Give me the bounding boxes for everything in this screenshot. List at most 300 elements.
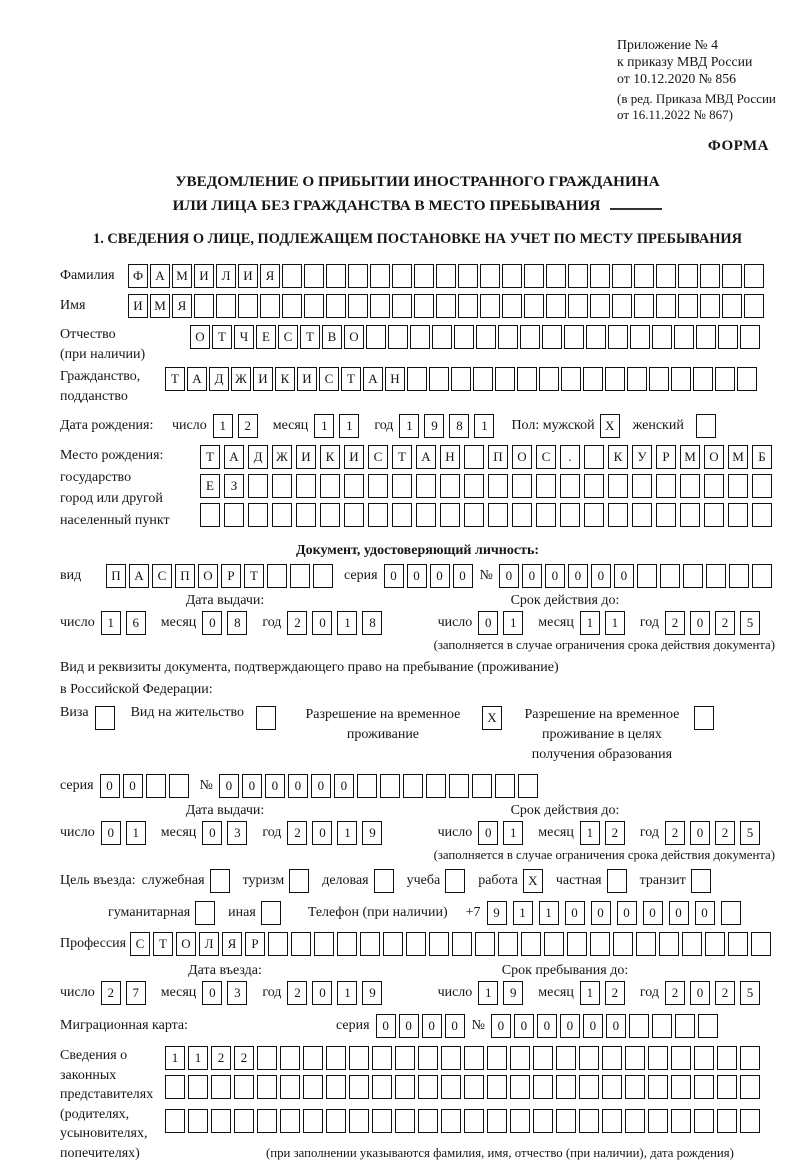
form-cell <box>418 1109 438 1133</box>
checkbox <box>195 901 215 925</box>
form-cell: 0 <box>265 774 285 798</box>
form-cell: 6 <box>126 611 146 635</box>
form-cell <box>268 932 288 956</box>
form-cell <box>648 1046 668 1070</box>
form-cell <box>211 1109 231 1133</box>
form-cell <box>752 564 772 588</box>
section1-heading: 1. СВЕДЕНИЯ О ЛИЦЕ, ПОДЛЕЖАЩЕМ ПОСТАНОВКЕ НА УЧЕТ ПО МЕСТУ ПРЕБЫВАНИЯ <box>93 231 742 247</box>
form-cell: 2 <box>234 1046 254 1070</box>
phone-label: Телефон (при наличии) <box>307 905 448 920</box>
form-cell <box>368 474 388 498</box>
form-cell: 0 <box>614 564 634 588</box>
identity-expiry-date <box>438 611 775 635</box>
form-cell <box>464 1075 484 1099</box>
form-cell <box>613 932 633 956</box>
form-cell <box>536 503 556 527</box>
form-cell <box>464 1109 484 1133</box>
form-cell: 0 <box>565 901 585 925</box>
form-cell <box>512 503 532 527</box>
form-cell <box>579 1109 599 1133</box>
form-cell <box>169 774 189 798</box>
form-cell: Я <box>260 264 280 288</box>
form-cell <box>488 503 508 527</box>
form-cell <box>383 932 403 956</box>
form-cell: 0 <box>478 821 498 845</box>
identity-issue-date <box>60 611 397 635</box>
form-cell <box>671 1109 691 1133</box>
citizenship-label: Гражданство, подданство <box>60 369 141 404</box>
form-cell <box>634 264 654 288</box>
form-cell: К <box>608 445 628 469</box>
form-cell <box>533 1075 553 1099</box>
form-cell: 9 <box>362 981 382 1005</box>
profession-cells <box>130 932 774 956</box>
form-cell <box>625 1046 645 1070</box>
form-cell: 0 <box>334 774 354 798</box>
form-cell <box>539 367 559 391</box>
migration-number-label: № <box>471 1018 485 1033</box>
doc-type-label: вид <box>60 568 82 583</box>
surname-label: Фамилия <box>60 268 115 283</box>
form-cell: Р <box>221 564 241 588</box>
purpose-option-label: гуманитарная <box>108 905 191 920</box>
form-cell: 1 <box>337 611 357 635</box>
date-month-label: месяц <box>538 985 574 1000</box>
form-cell: 0 <box>384 564 404 588</box>
form-cell <box>510 1075 530 1099</box>
form-cell: К <box>275 367 295 391</box>
form-cell <box>165 1109 185 1133</box>
form-cell <box>560 503 580 527</box>
form-cell: Л <box>216 264 236 288</box>
form-cell <box>498 932 518 956</box>
form-cell: 0 <box>288 774 308 798</box>
form-cell <box>740 1109 760 1133</box>
form-cell <box>303 1046 323 1070</box>
form-cell <box>671 1046 691 1070</box>
date-day-label: число <box>437 985 473 1000</box>
checkbox <box>607 869 627 893</box>
form-cell: А <box>150 264 170 288</box>
form-cell <box>303 1109 323 1133</box>
form-cell: 0 <box>545 564 565 588</box>
form-cell <box>502 294 522 318</box>
form-cell: Я <box>222 932 242 956</box>
form-cell: 1 <box>339 414 359 438</box>
purpose-option <box>142 869 230 893</box>
form-cell: 1 <box>337 821 357 845</box>
form-cell: 0 <box>568 564 588 588</box>
form-cell: И <box>128 294 148 318</box>
form-cell <box>678 294 698 318</box>
sex-female-label: женский <box>632 418 684 433</box>
form-cell <box>612 294 632 318</box>
form-cell <box>648 1109 668 1133</box>
date-year-cells <box>665 821 765 845</box>
checkbox <box>210 869 230 893</box>
profession-label: Профессия <box>60 936 127 951</box>
form-cell <box>248 474 268 498</box>
form-cell: 1 <box>213 414 233 438</box>
purpose-option-label: служебная <box>141 873 205 888</box>
birth-place-row1 <box>200 445 776 469</box>
residence-expiry-date <box>438 821 775 845</box>
form-cell: И <box>238 264 258 288</box>
form-cell <box>718 325 738 349</box>
form-cell: 0 <box>312 821 332 845</box>
form-cell: 2 <box>211 1046 231 1070</box>
form-cell: 1 <box>165 1046 185 1070</box>
date-day-label: число <box>437 825 473 840</box>
form-cell <box>656 264 676 288</box>
form-cell <box>366 325 386 349</box>
annex-reference <box>617 36 775 123</box>
representatives-cells <box>165 1046 785 1161</box>
form-cell <box>348 294 368 318</box>
representatives-row2 <box>165 1075 763 1099</box>
form-cell <box>659 932 679 956</box>
birth-date-label: Дата рождения: <box>60 418 154 433</box>
purpose-row1 <box>60 868 775 894</box>
expiry-date-heading: Срок действия до: <box>510 593 620 608</box>
form-cell: 0 <box>491 1014 511 1038</box>
form-cell: О <box>512 445 532 469</box>
form-cell <box>216 294 236 318</box>
form-cell <box>706 564 726 588</box>
form-cell: 5 <box>740 821 760 845</box>
form-cell <box>326 1075 346 1099</box>
form-cell: Б <box>752 445 772 469</box>
form-cell: 2 <box>287 981 307 1005</box>
sex-female-checkbox <box>696 414 716 438</box>
purpose-option-label: работа <box>478 873 518 888</box>
form-cell <box>561 367 581 391</box>
form-cell <box>656 294 676 318</box>
form-cell: 1 <box>314 414 334 438</box>
form-cell <box>637 564 657 588</box>
form-cell: О <box>704 445 724 469</box>
form-cell <box>556 1046 576 1070</box>
form-cell <box>705 932 725 956</box>
form-cell <box>546 264 566 288</box>
form-cell <box>473 367 493 391</box>
form-cell <box>546 294 566 318</box>
form-cell <box>280 1109 300 1133</box>
migration-series-cells <box>376 1014 468 1038</box>
representatives-row1 <box>165 1046 763 1070</box>
form-cell <box>693 367 713 391</box>
date-year-cells <box>287 611 387 635</box>
form-cell <box>464 474 484 498</box>
representatives-labels: Сведения о законных представителях (родителях, усыновителях, попечителях) <box>60 1048 154 1161</box>
form-cell <box>146 774 166 798</box>
given-name-label: Имя <box>60 298 86 313</box>
form-cell <box>586 325 606 349</box>
form-cell <box>715 367 735 391</box>
form-cell <box>674 325 694 349</box>
residence-doc-series-row <box>60 773 775 799</box>
form-cell <box>751 932 771 956</box>
form-cell <box>680 474 700 498</box>
form-cell: И <box>194 264 214 288</box>
doc-series-label: серия <box>344 568 378 583</box>
form-cell <box>406 932 426 956</box>
residence-permit-label: Вид на жительство <box>130 705 244 720</box>
form-cell: 0 <box>101 821 121 845</box>
form-cell <box>349 1109 369 1133</box>
form-cell: Т <box>341 367 361 391</box>
form-cell: И <box>253 367 273 391</box>
form-cell <box>344 474 364 498</box>
form-cell <box>636 932 656 956</box>
form-cell <box>488 474 508 498</box>
form-cell <box>267 564 287 588</box>
form-cell: 5 <box>740 611 760 635</box>
birth-date-group <box>172 414 509 438</box>
form-cell: 9 <box>424 414 444 438</box>
form-cell <box>648 1075 668 1099</box>
form-label: ФОРМА <box>707 138 769 154</box>
form-cell: 0 <box>312 611 332 635</box>
form-cell <box>344 503 364 527</box>
form-cell <box>452 932 472 956</box>
form-cell <box>560 474 580 498</box>
date-day-label: число <box>172 418 207 433</box>
form-cell: 0 <box>242 774 262 798</box>
form-cell: Т <box>300 325 320 349</box>
sex-male-label: Пол: мужской <box>511 418 595 433</box>
form-cell <box>717 1109 737 1133</box>
date-month-cells <box>580 611 630 635</box>
form-cell <box>694 1109 714 1133</box>
form-cell <box>729 564 749 588</box>
checkbox <box>691 869 711 893</box>
date-year-cells <box>399 414 499 438</box>
form-cell <box>630 325 650 349</box>
form-cell <box>584 445 604 469</box>
form-cell <box>602 1075 622 1099</box>
form-cell <box>296 503 316 527</box>
stay-until-heading: Срок пребывания до: <box>501 963 629 978</box>
temp-residence-edu-label: Разрешение на временное проживание в целях получения образования <box>524 707 680 762</box>
citizenship-cells <box>165 367 759 391</box>
form-cell: 2 <box>605 821 625 845</box>
patronymic-row <box>60 325 775 365</box>
temp-residence-checkbox: X <box>482 706 502 730</box>
form-cell: 1 <box>605 611 625 635</box>
form-cell: Д <box>248 445 268 469</box>
form-cell <box>260 294 280 318</box>
form-title-line2: ИЛИ ЛИЦА БЕЗ ГРАЖДАНСТВА В МЕСТО ПРЕБЫВАНИЯ <box>60 194 775 218</box>
form-cell <box>652 325 672 349</box>
date-month-label: месяц <box>160 825 197 840</box>
form-cell <box>533 1046 553 1070</box>
form-cell <box>407 367 427 391</box>
issue-date-heading: Дата выдачи: <box>185 593 265 608</box>
form-cell <box>403 774 423 798</box>
residence-series-label: серия <box>60 778 94 793</box>
purpose-option <box>243 869 310 893</box>
form-cell <box>234 1075 254 1099</box>
form-cell <box>320 503 340 527</box>
form-cell <box>683 564 703 588</box>
form-cell: 2 <box>715 821 735 845</box>
date-month-label: месяц <box>538 615 574 630</box>
form-cell: Я <box>172 294 192 318</box>
form-cell <box>487 1109 507 1133</box>
form-cell: М <box>150 294 170 318</box>
representatives-note: (при заполнении указываются фамилия, имя, отчество (при наличии), дата рождения) <box>266 1146 734 1160</box>
form-cell <box>472 774 492 798</box>
form-cell: П <box>175 564 195 588</box>
form-cell: М <box>172 264 192 288</box>
form-cell <box>678 264 698 288</box>
date-day-cells <box>478 981 528 1005</box>
form-cell <box>436 264 456 288</box>
form-cell <box>656 503 676 527</box>
form-cell: 2 <box>287 821 307 845</box>
form-cell: 0 <box>606 1014 626 1038</box>
form-cell <box>441 1046 461 1070</box>
form-cell <box>429 367 449 391</box>
form-cell <box>392 264 412 288</box>
form-cell <box>304 294 324 318</box>
form-cell <box>458 264 478 288</box>
purpose-option <box>556 869 627 893</box>
form-cell <box>682 932 702 956</box>
form-cell: Д <box>209 367 229 391</box>
form-cell: И <box>344 445 364 469</box>
form-cell: 1 <box>580 611 600 635</box>
form-cell: П <box>488 445 508 469</box>
purpose-options-row2 <box>108 901 294 925</box>
date-year-label: год <box>639 825 659 840</box>
surname-cells <box>128 264 766 288</box>
patronymic-cells <box>190 325 762 349</box>
form-cell <box>510 1109 530 1133</box>
purpose-option <box>640 869 711 893</box>
form-cell <box>449 774 469 798</box>
date-month-cells <box>202 821 252 845</box>
residence-number-label: № <box>199 778 213 793</box>
purpose-option-label: туризм <box>242 873 285 888</box>
form-cell: 0 <box>690 821 710 845</box>
identity-doc-heading: Документ, удостоверяющий личность: <box>295 543 540 558</box>
form-cell: 0 <box>202 821 222 845</box>
identity-doc-date-headings <box>60 593 775 609</box>
form-cell <box>357 774 377 798</box>
residence-issue-heading: Дата выдачи: <box>185 803 265 818</box>
form-cell <box>454 325 474 349</box>
residence-expiry-note: (заполняется в случае ограничения срока действия документа) <box>433 848 775 862</box>
form-cell <box>464 503 484 527</box>
form-cell: 8 <box>362 611 382 635</box>
form-cell: И <box>296 445 316 469</box>
form-cell: И <box>297 367 317 391</box>
date-year-label: год <box>639 615 659 630</box>
form-cell <box>200 503 220 527</box>
form-cell <box>567 932 587 956</box>
sex-male-checkbox: X <box>600 414 620 438</box>
form-cell <box>740 1075 760 1099</box>
form-cell <box>368 503 388 527</box>
form-cell <box>441 1109 461 1133</box>
date-year-label: год <box>262 615 282 630</box>
form-cell <box>518 774 538 798</box>
annex-line: Приложение № 4 <box>617 37 719 52</box>
form-cell: О <box>344 325 364 349</box>
form-cell <box>590 932 610 956</box>
form-cell <box>605 367 625 391</box>
form-cell: 2 <box>665 981 685 1005</box>
form-cell <box>556 1109 576 1133</box>
purpose-option <box>108 901 215 925</box>
form-cell: 2 <box>665 611 685 635</box>
form-cell <box>280 1075 300 1099</box>
form-cell: 0 <box>311 774 331 798</box>
form-cell <box>304 264 324 288</box>
form-cell: 2 <box>715 981 735 1005</box>
form-cell <box>542 325 562 349</box>
form-cell <box>602 1109 622 1133</box>
form-cell <box>632 474 652 498</box>
form-cell <box>752 474 772 498</box>
form-cell <box>224 503 244 527</box>
form-cell <box>272 503 292 527</box>
residence-issue-date <box>60 821 397 845</box>
entry-dates-row <box>60 980 775 1006</box>
date-month-label: месяц <box>272 418 309 433</box>
form-cell <box>752 503 772 527</box>
form-cell <box>568 294 588 318</box>
form-cell <box>517 367 537 391</box>
identity-doc-dates-row <box>60 610 775 636</box>
date-year-cells <box>665 981 765 1005</box>
form-cell <box>660 564 680 588</box>
form-cell <box>700 264 720 288</box>
form-cell: А <box>416 445 436 469</box>
form-cell: 0 <box>669 901 689 925</box>
residence-doc-intro: Вид и реквизиты документа, подтверждающего право на пребывание (проживание) в Российской Федерации: <box>60 660 559 697</box>
form-cell <box>625 1109 645 1133</box>
form-cell <box>649 367 669 391</box>
form-cell <box>313 564 333 588</box>
form-cell: У <box>632 445 652 469</box>
profession-row <box>60 931 775 957</box>
form-cell <box>418 1046 438 1070</box>
date-day-cells <box>101 611 151 635</box>
form-cell <box>165 1075 185 1099</box>
form-cell <box>740 325 760 349</box>
form-cell: Т <box>165 367 185 391</box>
form-cell: 0 <box>219 774 239 798</box>
birth-place-row3 <box>200 503 776 527</box>
form-cell <box>608 503 628 527</box>
form-cell <box>349 1046 369 1070</box>
form-cell <box>590 294 610 318</box>
form-cell <box>458 294 478 318</box>
form-cell: 0 <box>591 901 611 925</box>
date-month-label: месяц <box>160 985 197 1000</box>
form-cell <box>257 1075 277 1099</box>
form-cell <box>392 503 412 527</box>
form-cell <box>568 264 588 288</box>
form-cell <box>326 264 346 288</box>
form-cell <box>426 774 446 798</box>
form-cell: Ф <box>128 264 148 288</box>
purpose-option <box>478 869 543 893</box>
form-cell <box>556 1075 576 1099</box>
